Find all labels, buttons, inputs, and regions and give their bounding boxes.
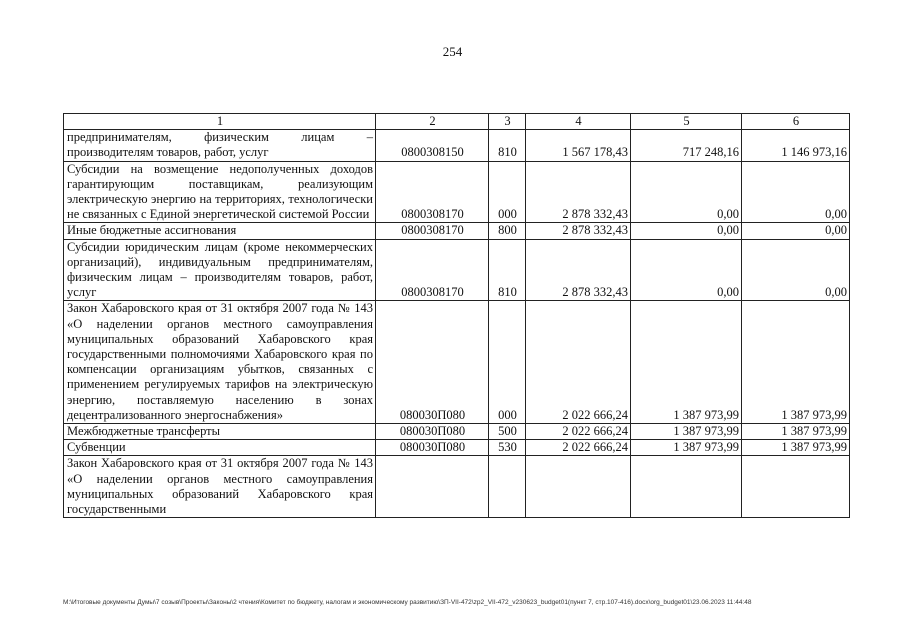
- row-amount-col5: 717 248,16: [631, 130, 742, 161]
- row-name: предпринимателям, физическим лицам – производителям товаров, работ, услуг: [64, 130, 376, 161]
- column-header: 4: [526, 114, 631, 130]
- row-name: Иные бюджетные ассигнования: [64, 223, 376, 239]
- row-amount-col6: 0,00: [742, 239, 850, 301]
- row-name: Субвенции: [64, 440, 376, 456]
- row-amount-col5: 1 387 973,99: [631, 424, 742, 440]
- row-amount-col6: 1 387 973,99: [742, 424, 850, 440]
- row-code: 0800308170: [376, 223, 489, 239]
- row-amount-col5: 0,00: [631, 161, 742, 223]
- row-name: Субсидии на возмещение недополученных доходов гарантирующим поставщикам, реализующим электрическую энергию на территориях, технологически не связанных с Единой энергетической системой России: [64, 161, 376, 223]
- row-amount-col5: 0,00: [631, 223, 742, 239]
- row-amount-col5: 1 387 973,99: [631, 301, 742, 424]
- row-amount-col5: [631, 456, 742, 518]
- row-amount-col4: 2 878 332,43: [526, 239, 631, 301]
- row-expense-type: 000: [489, 161, 526, 223]
- row-amount-col4: 1 567 178,43: [526, 130, 631, 161]
- row-code: 0800308170: [376, 239, 489, 301]
- row-name: Закон Хабаровского края от 31 октября 2007 года № 143 «О наделении органов местного самоуправления муниципальных образований Хабаровского края государственными: [64, 456, 376, 518]
- document-file-path: M:\Итоговые документы Думы\7 созыв\Проекты\Законы\2 чтения\Комитет по бюджету, налогам и экономическому развитию\ЗП-VII-472\zp2_VII-472_v230623_budget01(пункт 7, стр.107-416).docx\org_budget01\23.06.2023 11:44:48: [63, 599, 752, 606]
- row-amount-col4: 2 022 666,24: [526, 440, 631, 456]
- row-amount-col4: 2 022 666,24: [526, 301, 631, 424]
- row-expense-type: 530: [489, 440, 526, 456]
- page-number: 254: [442, 44, 463, 59]
- table-row: [64, 239, 850, 301]
- table-row: [64, 223, 850, 239]
- row-amount-col6: 0,00: [742, 161, 850, 223]
- column-header: 3: [489, 114, 526, 130]
- row-name: Субсидии юридическим лицам (кроме некоммерческих организаций), индивидуальным предпринимателям, физическим лицам – производителям товаров, работ, услуг: [64, 239, 376, 301]
- row-amount-col5: 1 387 973,99: [631, 440, 742, 456]
- table-row: [64, 301, 850, 424]
- row-amount-col5: 0,00: [631, 239, 742, 301]
- table-row: [64, 130, 850, 161]
- row-expense-type: 800: [489, 223, 526, 239]
- row-expense-type: 000: [489, 301, 526, 424]
- row-code: 080030П080: [376, 424, 489, 440]
- row-code: 080030П080: [376, 440, 489, 456]
- table-row: [64, 440, 850, 456]
- row-amount-col4: 2 022 666,24: [526, 424, 631, 440]
- row-expense-type: 810: [489, 130, 526, 161]
- row-code: 080030П080: [376, 301, 489, 424]
- row-amount-col4: 2 878 332,43: [526, 223, 631, 239]
- table-row: [64, 456, 850, 518]
- row-name: Межбюджетные трансферты: [64, 424, 376, 440]
- table-row: [64, 161, 850, 223]
- table-row: [64, 424, 850, 440]
- row-name: Закон Хабаровского края от 31 октября 2007 года № 143 «О наделении органов местного самоуправления муниципальных образований Хабаровского края государственными полномочиями Хабаровского края по компенсации организациям убытков, связанных с применением регулируемых тарифов на электрическую энергию, поставляемую населению в зонах децентрализованного энергоснабжения»: [64, 301, 376, 424]
- column-header: 5: [631, 114, 742, 130]
- table-header-row: [64, 114, 850, 130]
- row-amount-col6: [742, 456, 850, 518]
- row-amount-col4: 2 878 332,43: [526, 161, 631, 223]
- column-header: 2: [376, 114, 489, 130]
- row-code: [376, 456, 489, 518]
- row-expense-type: 810: [489, 239, 526, 301]
- row-code: 0800308150: [376, 130, 489, 161]
- row-amount-col4: [526, 456, 631, 518]
- row-amount-col6: 0,00: [742, 223, 850, 239]
- row-amount-col6: 1 387 973,99: [742, 301, 850, 424]
- row-code: 0800308170: [376, 161, 489, 223]
- row-amount-col6: 1 146 973,16: [742, 130, 850, 161]
- row-expense-type: 500: [489, 424, 526, 440]
- column-header: 6: [742, 114, 850, 130]
- column-header: 1: [64, 114, 376, 130]
- budget-table: [63, 113, 850, 518]
- row-amount-col6: 1 387 973,99: [742, 440, 850, 456]
- row-expense-type: [489, 456, 526, 518]
